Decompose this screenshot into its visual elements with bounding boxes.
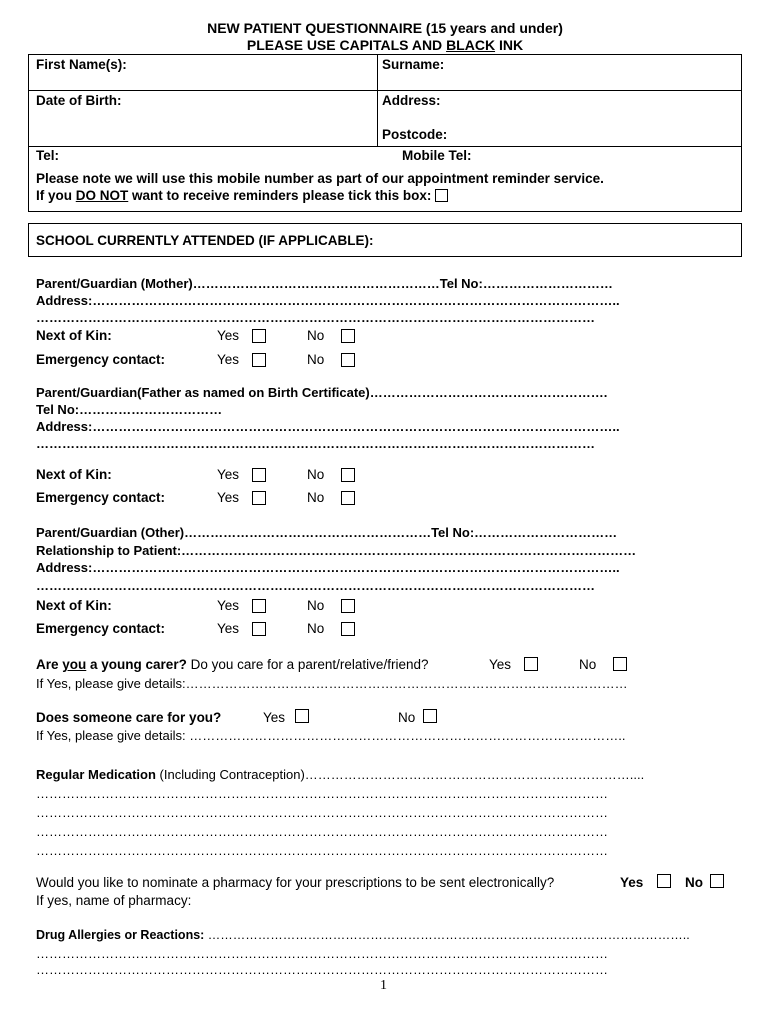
school-label[interactable]: SCHOOL CURRENTLY ATTENDED (IF APPLICABLE): [36, 233, 374, 248]
mother-nok-yes-checkbox[interactable] [252, 329, 266, 343]
mother-nok-no-checkbox[interactable] [341, 329, 355, 343]
tel-label[interactable]: Tel: [36, 148, 59, 163]
medication-line[interactable]: Regular Medication (Including Contraception)………………………………………………………………….... [36, 767, 645, 782]
other-emergency-yes: Yes [217, 621, 240, 636]
other-nok-yes: Yes [217, 598, 240, 613]
pharmacy-no-checkbox[interactable] [710, 874, 724, 888]
mother-nok-no: No [307, 328, 325, 343]
other-emergency-no-checkbox[interactable] [341, 622, 355, 636]
father-emergency-yes: Yes [217, 490, 240, 505]
father-nok-no-checkbox[interactable] [341, 468, 355, 482]
other-nok-yes-checkbox[interactable] [252, 599, 266, 613]
father-nok-no: No [307, 467, 325, 482]
cared-for-no-checkbox[interactable] [423, 709, 437, 723]
cared-for-details[interactable]: If Yes, please give details: ……………………………………………………………………………………….. [36, 728, 626, 743]
other-relationship-line[interactable]: Relationship to Patient:…………………………………………………………………………………………… [36, 543, 637, 558]
young-carer-yes-checkbox[interactable] [524, 657, 538, 671]
first-name-label[interactable]: First Name(s): [36, 57, 127, 72]
other-emergency-no: No [307, 621, 325, 636]
form-subtitle: PLEASE USE CAPITALS AND BLACK INK [246, 37, 524, 53]
allergies-dots-1[interactable]: …………………………………………………………………………………………………………………… [36, 946, 608, 961]
other-nok-no-checkbox[interactable] [341, 599, 355, 613]
mother-emergency-yes: Yes [217, 352, 240, 367]
cared-for-yes-checkbox[interactable] [295, 709, 309, 723]
mother-emergency-label: Emergency contact: [36, 352, 166, 367]
young-carer-no: No [579, 657, 597, 672]
cared-for-question: Does someone care for you? [36, 710, 222, 725]
surname-label[interactable]: Surname: [382, 57, 445, 72]
other-address-line[interactable]: Address:………………………………………………………………………………………………………….. [36, 560, 620, 575]
young-carer-no-checkbox[interactable] [613, 657, 627, 671]
father-emergency-label: Emergency contact: [36, 490, 166, 505]
postcode-label[interactable]: Postcode: [382, 127, 448, 142]
reminder-optout-checkbox[interactable] [435, 189, 448, 202]
allergies-line[interactable]: Drug Allergies or Reactions: …………………………………………………………………………………………………….. [36, 928, 690, 942]
young-carer-yes: Yes [489, 657, 512, 672]
pharmacy-yes-checkbox[interactable] [657, 874, 671, 888]
father-name-line[interactable]: Parent/Guardian(Father as named on Birth Certificate)………………………………………………. [36, 385, 608, 400]
medication-dots-1[interactable]: …………………………………………………………………………………………………………………… [36, 786, 608, 801]
mother-emergency-no: No [307, 352, 325, 367]
other-nok-label: Next of Kin: [36, 598, 112, 613]
page-number: 1 [380, 978, 387, 993]
pharmacy-yes: Yes [620, 875, 644, 890]
father-emergency-yes-checkbox[interactable] [252, 491, 266, 505]
allergies-dots-2[interactable]: …………………………………………………………………………………………………………………… [36, 962, 608, 977]
address-label[interactable]: Address: [382, 93, 441, 108]
father-emergency-no-checkbox[interactable] [341, 491, 355, 505]
pharmacy-question: Would you like to nominate a pharmacy for your prescriptions to be sent electronically? [36, 875, 555, 890]
pharmacy-no: No [685, 875, 703, 890]
medication-dots-4[interactable]: …………………………………………………………………………………………………………………… [36, 843, 608, 858]
mother-emergency-no-checkbox[interactable] [341, 353, 355, 367]
medication-dots-2[interactable]: …………………………………………………………………………………………………………………… [36, 805, 608, 820]
other-address-line-2[interactable]: ………………………………………………………………………………………………………………… [36, 578, 595, 593]
mother-address-line[interactable]: Address:………………………………………………………………………………………………………….. [36, 293, 620, 308]
father-emergency-no: No [307, 490, 325, 505]
father-tel-line[interactable]: Tel No:…………………………… [36, 402, 223, 417]
father-nok-yes-checkbox[interactable] [252, 468, 266, 482]
mobile-label[interactable]: Mobile Tel: [402, 148, 472, 163]
mother-nok-label: Next of Kin: [36, 328, 112, 343]
father-nok-label: Next of Kin: [36, 467, 112, 482]
cared-for-yes: Yes [263, 710, 286, 725]
father-address-line[interactable]: Address:………………………………………………………………………………………………………….. [36, 419, 620, 434]
other-nok-no: No [307, 598, 325, 613]
other-emergency-yes-checkbox[interactable] [252, 622, 266, 636]
mother-nok-yes: Yes [217, 328, 240, 343]
reminder-note: Please note we will use this mobile number as part of our appointment reminder service. [36, 171, 604, 186]
mother-emergency-yes-checkbox[interactable] [252, 353, 266, 367]
reminder-optout: If you DO NOT want to receive reminders please tick this box: [36, 188, 448, 203]
mother-name-line[interactable]: Parent/Guardian (Mother)…………………………………………………Tel No:………………………… [36, 276, 613, 291]
other-emergency-label: Emergency contact: [36, 621, 166, 636]
young-carer-details[interactable]: If Yes, please give details:………………………………………………………………………………………… [36, 676, 628, 691]
father-address-line-2[interactable]: ………………………………………………………………………………………………………………… [36, 436, 595, 451]
other-name-line[interactable]: Parent/Guardian (Other)…………………………………………………Tel No:…………………………… [36, 525, 618, 540]
mother-address-line-2[interactable]: ………………………………………………………………………………………………………………… [36, 310, 595, 325]
form-title: NEW PATIENT QUESTIONNAIRE (15 years and under) [207, 20, 563, 36]
cared-for-no: No [398, 710, 416, 725]
father-nok-yes: Yes [217, 467, 240, 482]
medication-dots-3[interactable]: …………………………………………………………………………………………………………………… [36, 824, 608, 839]
young-carer-question: Are you a young carer? Do you care for a parent/relative/friend? [36, 657, 429, 672]
pharmacy-name-label[interactable]: If yes, name of pharmacy: [36, 893, 192, 908]
dob-label[interactable]: Date of Birth: [36, 93, 122, 108]
